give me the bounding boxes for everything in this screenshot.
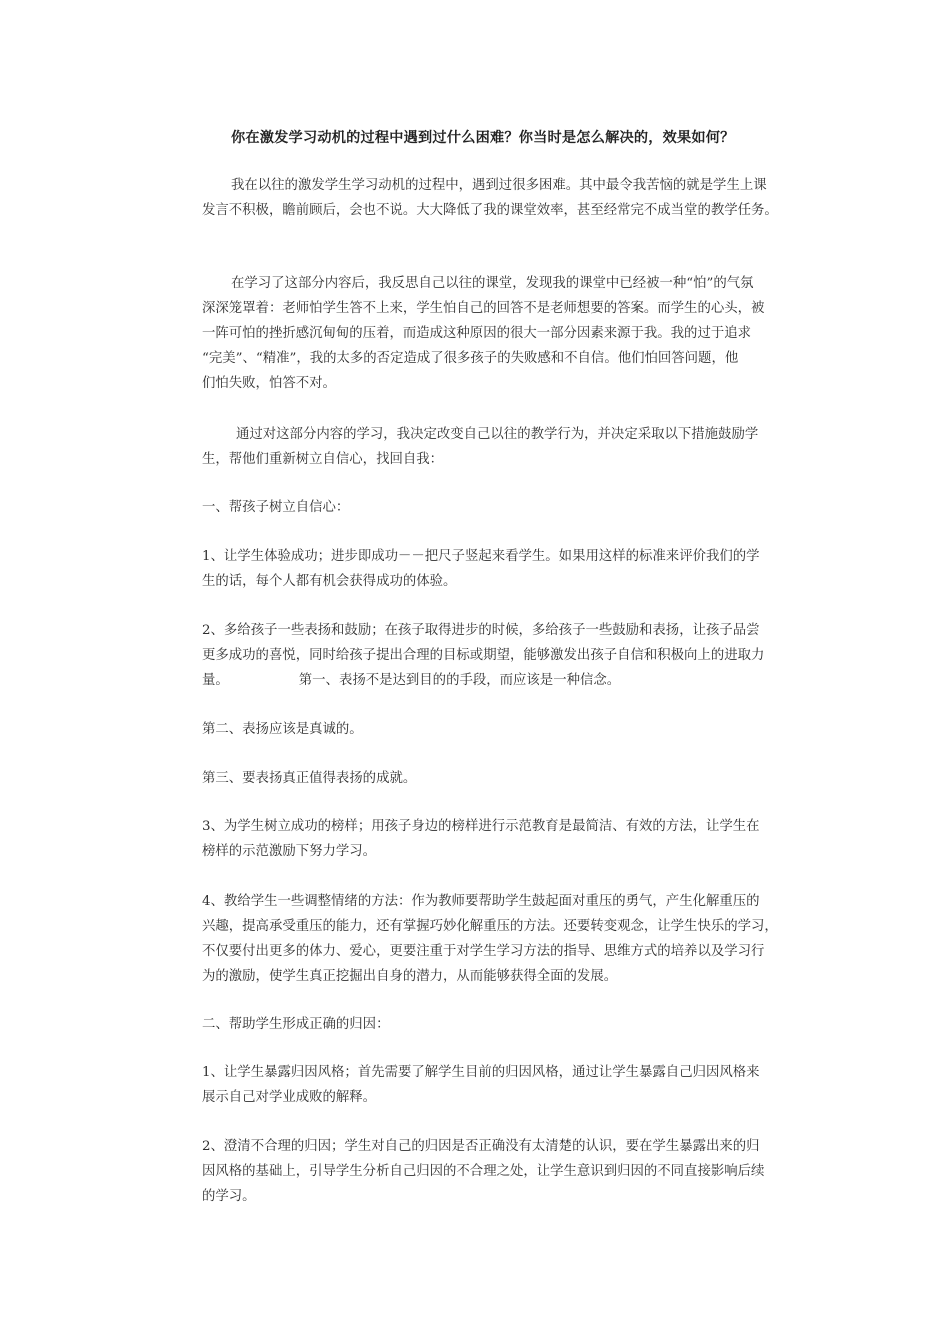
paragraph-line: 为的激励，使学生真正挖掘出自身的潜力，从而能够获得全面的发展。	[202, 969, 618, 984]
paragraph-line: 深深笼罩着：老师怕学生答不上来，学生怕自己的回答不是老师想要的答案。而学生的心头，被	[202, 301, 765, 316]
paragraph-line: “完美”、“精准”，我的太多的否定造成了很多孩子的失败感和不自信。他们怕回答问题，他	[202, 351, 739, 366]
paragraph-line: 第二、表扬应该是真诚的。	[202, 722, 363, 737]
paragraph-line: 生，帮他们重新树立自信心，找回自我：	[202, 452, 444, 467]
paragraph-line: 1、让学生暴露归因风格；首先需要了解学生目前的归因风格，通过让学生暴露自己归因风格来	[202, 1065, 760, 1080]
paragraph-line: 3、为学生树立成功的榜样；用孩子身边的榜样进行示范教育是最简洁、有效的方法，让学生在	[202, 819, 760, 834]
paragraph-line: 兴趣，提高承受重压的能力，还有掌握巧妙化解重压的方法。还要转变观念，让学生快乐的学习，	[202, 919, 778, 934]
paragraph-line: 第三、要表扬真正值得表扬的成就。	[202, 771, 417, 786]
paragraph-line: 们怕失败，怕答不对。	[202, 376, 336, 391]
paragraph-line: 4、教给学生一些调整情绪的方法：作为教师要帮助学生鼓起面对重压的勇气，产生化解重压的	[202, 894, 760, 909]
paragraph-line: 通过对这部分内容的学习，我决定改变自己以往的教学行为，并决定采取以下措施鼓励学	[236, 427, 759, 442]
paragraph-line: 1、让学生体验成功；进步即成功－－把尺子竖起来看学生。如果用这样的标准来评价我们的学	[202, 549, 760, 564]
paragraph-line-end: 量。	[202, 673, 229, 688]
paragraph-line: 2、澄清不合理的归因；学生对自己的归因是否正确没有太清楚的认识，要在学生暴露出来的归	[202, 1139, 760, 1154]
paragraph-line: 在学习了这部分内容后，我反思自己以往的课堂，发现我的课堂中已经被一种“怕”的气氛	[231, 276, 754, 291]
paragraph-line: 的学习。	[202, 1189, 256, 1204]
paragraph-line: 榜样的示范激励下努力学习。	[202, 844, 377, 859]
paragraph-line: 我在以往的激发学生学习动机的过程中，遇到过很多困难。其中最令我苦恼的就是学生上课	[231, 178, 767, 193]
paragraph-line: 生的话，每个人都有机会获得成功的体验。	[202, 574, 457, 589]
paragraph-line-point-one: 第一、表扬不是达到目的的手段，而应该是一种信念。	[298, 673, 621, 688]
document-title: 你在激发学习动机的过程中遇到过什么困难？你当时是怎么解决的，效果如何？	[231, 130, 735, 146]
paragraph-line: 展示自己对学业成败的解释。	[202, 1090, 377, 1105]
paragraph-line: 更多成功的喜悦，同时给孩子提出合理的目标或期望，能够激发出孩子自信和积极向上的进取力	[202, 648, 765, 663]
paragraph-line: 发言不积极，瞻前顾后，会也不说。大大降低了我的课堂效率，甚至经常完不成当堂的教学任务。	[202, 203, 778, 218]
paragraph-line: 2、多给孩子一些表扬和鼓励；在孩子取得进步的时候，多给孩子一些鼓励和表扬，让孩子品尝	[202, 623, 760, 638]
section-heading: 二、帮助学生形成正确的归因：	[202, 1017, 390, 1032]
paragraph-line: 因风格的基础上，引导学生分析自己归因的不合理之处，让学生意识到归因的不同直接影响后续	[202, 1164, 765, 1179]
paragraph-line: 不仅要付出更多的体力、爱心，更要注重于对学生学习方法的指导、思维方式的培养以及学习行	[202, 944, 765, 959]
section-heading: 一、帮孩子树立自信心：	[202, 500, 350, 515]
paragraph-line	[202, 671, 620, 691]
paragraph-line: 一阵可怕的挫折感沉甸甸的压着，而造成这种原因的很大一部分因素来源于我。我的过于追求	[202, 326, 752, 341]
